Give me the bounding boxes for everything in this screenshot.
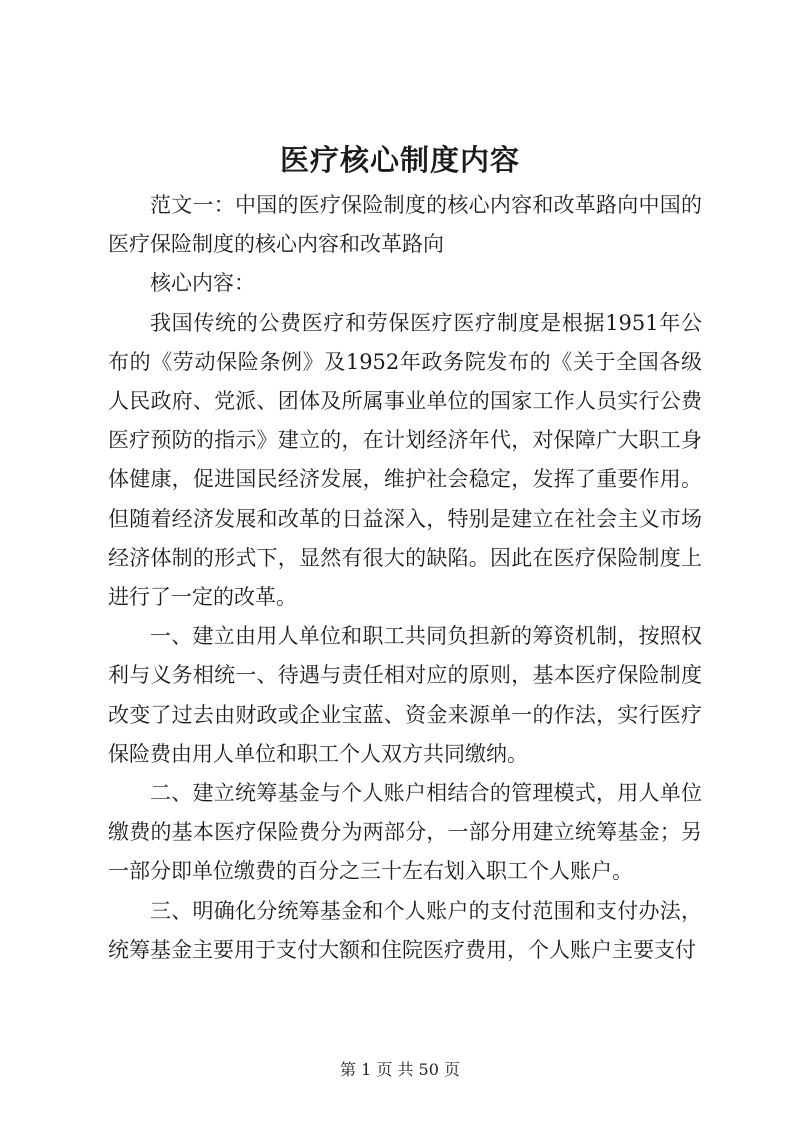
paragraph-intro: 范文一：中国的医疗保险制度的核心内容和改革路向中国的医疗保险制度的核心内容和改革路向 [108,193,702,257]
paragraph-point-2: 二、建立统筹基金与个人账户相结合的管理模式，用人单位缴费的基本医疗保险费分为两部分，一部分用建立统筹基金；另一部分即单位缴费的百分之三十左右划入职工个人账户。 [108,781,702,884]
paragraph-core-heading: 核心内容： [150,271,255,296]
paragraph-background: 我国传统的公费医疗和劳保医疗医疗制度是根据1951年公布的《劳动保险条例》及1952年政务院发布的《关于全国各级人民政府、党派、团体及所属事业单位的国家工作人员实行公费医疗预防的指示》建立的，在计划经济年代，对保障广大职工身体健康，促进国民经济发展，维护社会稳定，发挥了重要作用。但随着经济发展和改革的日益深入，特别是建立在社会主义市场经济体制的形式下，显然有很大的缺陷。因此在医疗保险制度上进行了一定的改革。 [108,310,702,610]
paragraph-point-3: 三、明确化分统筹基金和个人账户的支付范围和支付办法，统筹基金主要用于支付大额和住院医疗费用，个人账户主要支付 [108,898,702,962]
page-number-footer: 第 1 页 共 50 页 [340,1060,460,1079]
document-body [108,186,702,970]
paragraph-point-1: 一、建立由用人单位和职工共同负担新的筹资机制，按照权利与义务相统一、待遇与责任相对应的原则，基本医疗保险制度改变了过去由财政或企业宝蓝、资金来源单一的作法，实行医疗保险费由用人单位和职工个人双方共同缴纳。 [108,624,702,766]
page-title: 医疗核心制度内容 [279,143,520,177]
